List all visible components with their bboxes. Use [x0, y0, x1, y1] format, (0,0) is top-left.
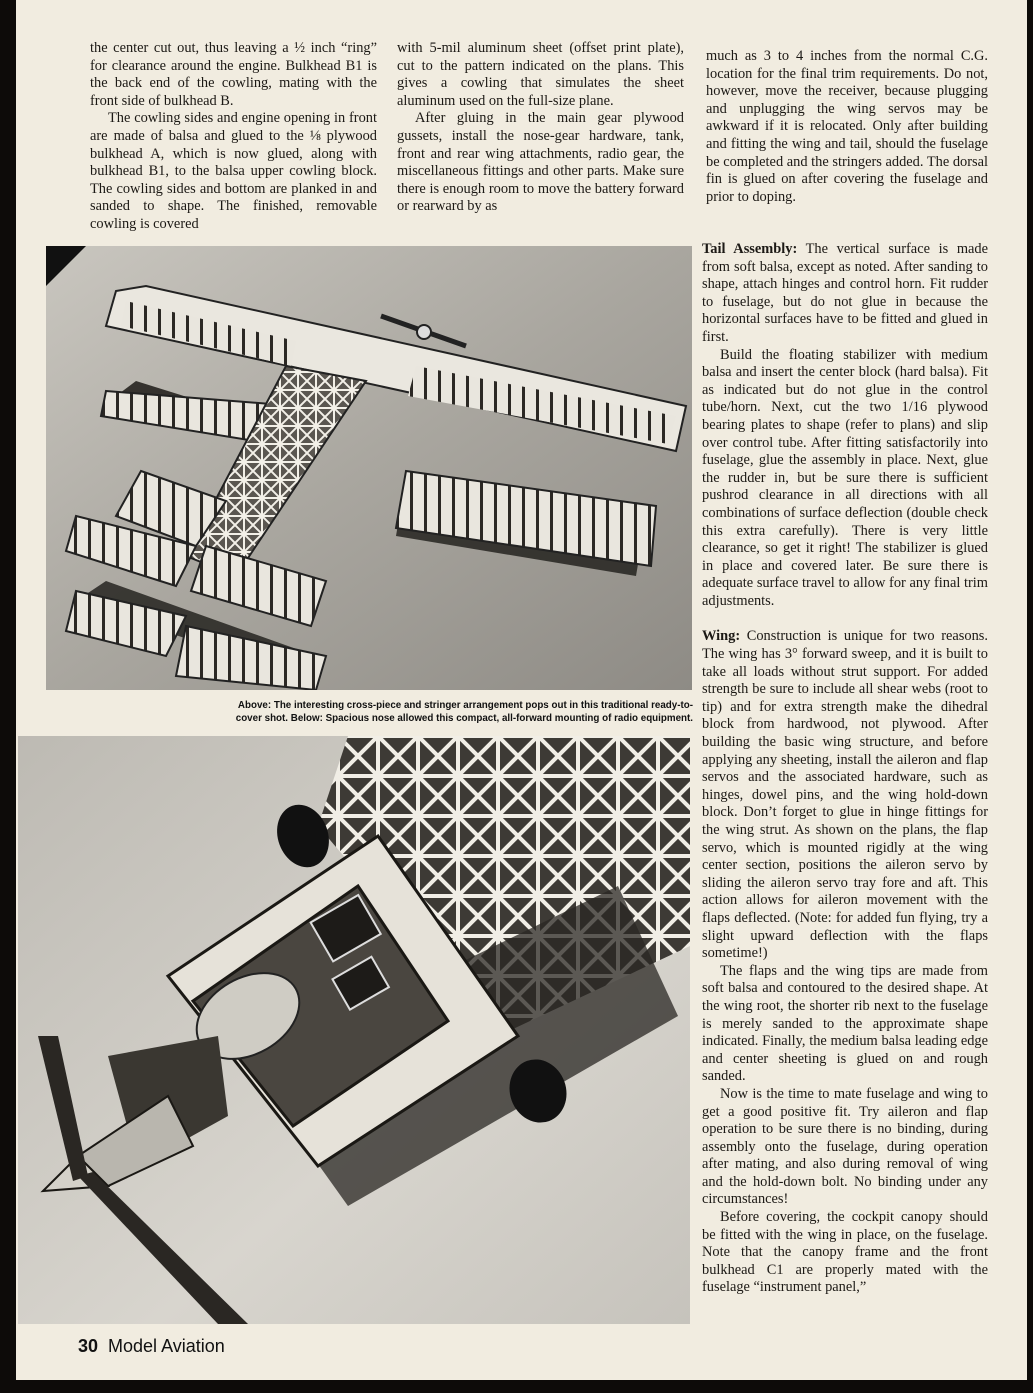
caption-line: cover shot. Below: Spacious nose allowed this compact, all-forward mounting of radio equipment. [235, 713, 693, 724]
paragraph: Before covering, the cockpit canopy should be fitted with the wing in place, on the fuselage. Note that the canopy frame and the front bulkhead C1 are properly mated with the fuselage “instrument panel,” [702, 1209, 988, 1296]
photo-caption [90, 699, 693, 725]
text-column-3 [702, 241, 988, 1297]
paragraph: much as 3 to 4 inches from the normal C.G. location for the final trim requirements. Do not, however, move the receiver, because plugging and unplugging the wing servos may be awkward if it is relocated. Only after building and fitting the wing and tail, should the fuselage be completed and the stringers added. The dorsal fin is glued on after covering the fuselage and prior to doping. [706, 48, 988, 205]
photo-airframe-top-view [46, 246, 692, 690]
tail-assembly-paragraph [702, 241, 988, 347]
paragraph: Now is the time to mate fuselage and wing to get a good positive fit. Try aileron and flap operation to be sure there is no binding, during assembly onto the fuselage, during operation after mating, and also during removal of wing and the hold-down bolt. No binding under any circumstances! [702, 1085, 988, 1208]
paragraph: The cowling sides and engine opening in front are made of balsa and glued to the ⅛ plywood bulkhead A, which is now glued, along with bulkhead B1, to the balsa upper cowling block. The cowling sides and bottom are planked in and sanded to shape. The finished, removable cowling is covered [90, 110, 377, 232]
text-column-2 [397, 40, 684, 216]
paragraph-text: Construction is unique for two reasons. The wing has 3° forward sweep, and it is built to take all loads without strut support. For added strength be sure to include all shear webs (root to tip) and for extra strength make the dihedral block from hardwood, not plywood. After building the basic wing structure, and before applying any sheeting, install the aileron and flap servos and the associated hardware, such as hinges, dowel pins, and the wing hold-down block. Don’t forget to glue in hinge fittings for the wing strut. As shown on the plans, the flap servo, which is mounted rigidly at the wing center section, positions the aileron servo by sliding the aileron servo tray fore and aft. This action allows for aileron movement with the flaps deflected. (Note: for added fun flying, try a slight upward deflection with the flaps sometime!) [702, 628, 988, 962]
section-heading-tail-assembly: Tail Assembly: [702, 241, 798, 257]
paragraph: After gluing in the main gear plywood gussets, install the nose-gear hardware, tank, front and rear wing attachments, radio gear, the miscellaneous fittings and other parts. Make sure there is enough room to move the battery forward or rearward by as [397, 110, 684, 215]
photo-nose-radio-equipment [18, 736, 690, 1324]
magazine-page [16, 0, 1027, 1380]
caption-line: Above: The interesting cross-piece and stringer arrangement pops out in this traditional ready-to- [237, 700, 693, 711]
section-heading-wing: Wing: [702, 628, 741, 645]
paragraph-text: The vertical surface is made from soft balsa, except as noted. After sanding to shape, attach hinges and control horn. Fit rudder to fuselage, but do not glue in because the horizontal surfaces have to be fitted and glued in first. [702, 241, 988, 345]
paragraph: the center cut out, thus leaving a ½ inch “ring” for clearance around the engine. Bulkhead B1 is the back end of the cowling, mating with the front side of bulkhead B. [90, 40, 377, 109]
page-number: 30 [78, 1336, 99, 1356]
page-footer [78, 1336, 225, 1357]
paragraph: Build the floating stabilizer with medium balsa and insert the center block (hard balsa). Fit as indicated but do not glue in the control tube/horn. Next, cut the two 1/16 plywood bearing plates to shape (refer to plans) and slip over control tube. After fitting satisfactorily into fuselage, glue the assembly in place. Next, glue the rudder in, but be sure there is sufficient pushrod clearance in all directions with all combinations of surface deflection (double check this extra carefully). There is very little clearance, so get it right! The stabilizer is glued in place and covered later. Be sure there is adequate surface travel to allow for any final trim adjustments. [702, 346, 988, 609]
text-column-1 [90, 40, 377, 234]
text-column-3-top [706, 48, 988, 206]
wing-paragraph [702, 628, 988, 962]
airframe-illustration [46, 246, 692, 690]
paragraph: with 5-mil aluminum sheet (offset print plate), cut to the pattern indicated on the plans. This gives a cowling that simulates the sheet aluminum used on the full-size plane. [397, 40, 684, 109]
nose-section-illustration [18, 736, 690, 1324]
paragraph: The flaps and the wing tips are made from soft balsa and contoured to the desired shape. At the wing root, the shorter rib next to the fuselage is merely sanded to the approximate shape indicated. Finally, the medium balsa leading edge and center sheeting is glued on and rough sanded. [702, 962, 988, 1085]
publication-name: Model Aviation [108, 1336, 225, 1356]
